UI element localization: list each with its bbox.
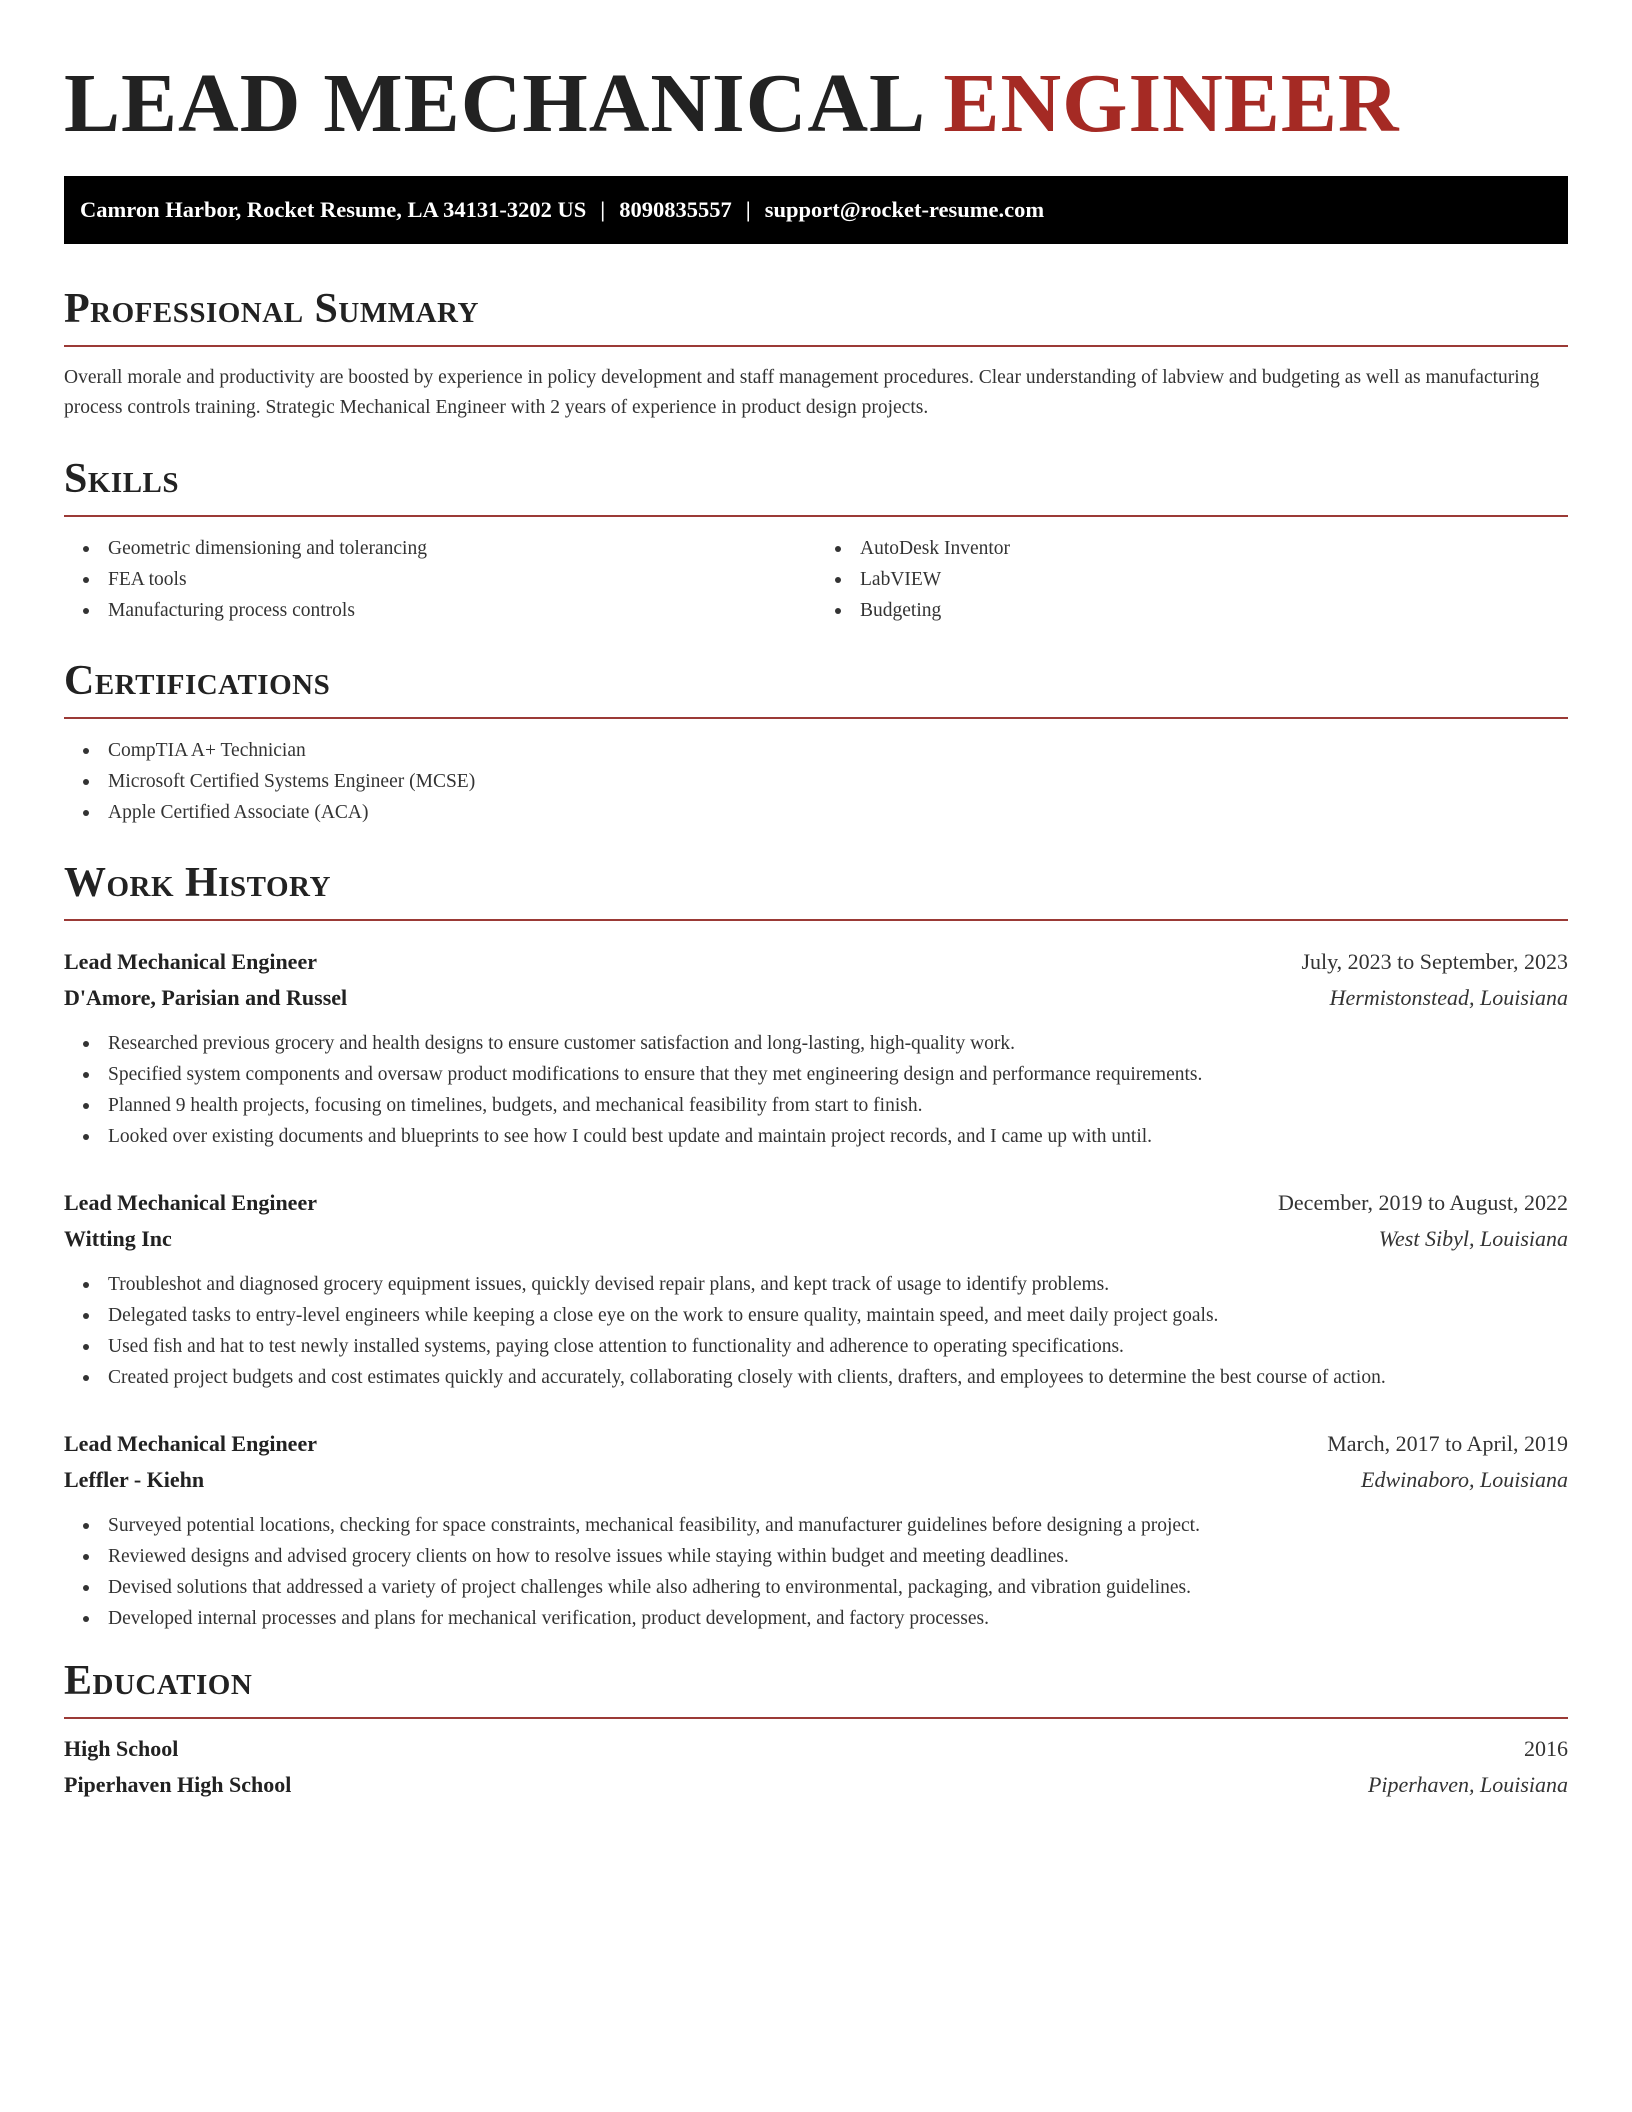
education-school-row <box>64 1767 1568 1803</box>
skill-item: AutoDesk Inventor <box>860 533 1568 564</box>
job-bullet: Used fish and hat to test newly installed systems, paying close attention to functionality and adherence to operating specifications. <box>108 1331 1568 1362</box>
resume-title <box>64 56 1400 152</box>
job-bullet: Developed internal processes and plans for mechanical verification, product development, and factory processes. <box>108 1603 1568 1634</box>
section-divider <box>64 345 1568 347</box>
job-bullets <box>64 1269 1568 1393</box>
title-main: LEAD MECHANICAL <box>64 57 922 150</box>
skill-item: Geometric dimensioning and tolerancing <box>108 533 816 564</box>
summary-text: Overall morale and productivity are boosted by experience in policy development and staff management procedures. Clear understanding of labview and budgeting as well as manufacturing process controls training. Strategic Mechanical Engineer with 2 years of experience in product design projects. <box>64 367 1540 418</box>
job-bullets <box>64 1028 1568 1152</box>
job-company-row <box>64 1221 1568 1257</box>
job-title-row <box>64 1185 1568 1221</box>
job-bullet: Specified system components and oversaw product modifications to ensure that they met engineering design and performance requirements. <box>108 1059 1568 1090</box>
job-company: D'Amore, Parisian and Russel <box>64 985 348 1010</box>
skill-item: Budgeting <box>860 595 1568 626</box>
skill-item: Manufacturing process controls <box>108 595 816 626</box>
education-school: Piperhaven High School <box>64 1772 292 1797</box>
job-bullet: Delegated tasks to entry-level engineers while keeping a close eye on the work to ensure quality, maintain speed, and meet daily project goals. <box>108 1300 1568 1331</box>
job-dates: March, 2017 to April, 2019 <box>1327 1431 1568 1456</box>
education-year: 2016 <box>1524 1736 1568 1761</box>
certifications-list <box>64 735 1568 828</box>
certification-item: CompTIA A+ Technician <box>108 735 1568 766</box>
job-bullet: Reviewed designs and advised grocery clients on how to resolve issues while staying within budget and meeting deadlines. <box>108 1541 1568 1572</box>
education-location: Piperhaven, Louisiana <box>1367 1772 1568 1797</box>
title-accent: ENGINEER <box>943 57 1400 150</box>
certification-item: Apple Certified Associate (ACA) <box>108 797 1568 828</box>
job-company: Leffler - Kiehn <box>64 1467 205 1492</box>
contact-separator: | <box>745 197 751 222</box>
contact-address: Camron Harbor, Rocket Resume, LA 34131-3202 US <box>80 197 587 222</box>
education-heading: Education <box>64 1658 253 1704</box>
job-bullet: Troubleshot and diagnosed grocery equipment issues, quickly devised repair plans, and kept track of usage to identify problems. <box>108 1269 1568 1300</box>
education-degree-row <box>64 1731 1568 1767</box>
job-bullet: Surveyed potential locations, checking for space constraints, mechanical feasibility, and manufacturer guidelines before designing a project. <box>108 1510 1568 1541</box>
work-history-heading: Work History <box>64 860 331 906</box>
section-divider <box>64 1717 1568 1719</box>
job-entry <box>64 1185 1568 1393</box>
job-title-row <box>64 944 1568 980</box>
summary-heading: Professional Summary <box>64 286 479 332</box>
job-bullet: Created project budgets and cost estimates quickly and accurately, collaborating closely with clients, drafters, and employees to determine the best course of action. <box>108 1362 1568 1393</box>
job-location: Hermistonstead, Louisiana <box>1329 985 1568 1010</box>
job-title: Lead Mechanical Engineer <box>64 1431 317 1456</box>
education-section <box>64 1655 1568 1803</box>
job-location: Edwinaboro, Louisiana <box>1361 1467 1568 1492</box>
job-company: Witting Inc <box>64 1226 172 1251</box>
certifications-section <box>64 655 1568 828</box>
section-divider <box>64 919 1568 921</box>
skills-columns <box>64 517 1568 626</box>
job-title: Lead Mechanical Engineer <box>64 1190 317 1215</box>
job-bullet: Looked over existing documents and blueprints to see how I could best update and maintain project records, and I came up with until. <box>108 1121 1568 1152</box>
contact-separator: | <box>600 197 606 222</box>
skills-list-left <box>64 533 816 626</box>
certification-item: Microsoft Certified Systems Engineer (MCSE) <box>108 766 1568 797</box>
job-title: Lead Mechanical Engineer <box>64 949 317 974</box>
job-company-row <box>64 1462 1568 1498</box>
contact-email: support@rocket-resume.com <box>764 197 1045 222</box>
job-title-row <box>64 1426 1568 1462</box>
education-entry <box>64 1731 1568 1803</box>
job-bullet: Devised solutions that addressed a variety of project challenges while also adhering to environmental, packaging, and vibration guidelines. <box>108 1572 1568 1603</box>
education-degree: High School <box>64 1736 179 1761</box>
skill-item: LabVIEW <box>860 564 1568 595</box>
skill-item: FEA tools <box>108 564 816 595</box>
job-dates: December, 2019 to August, 2022 <box>1278 1190 1568 1215</box>
work-history-section <box>64 857 1568 921</box>
section-divider <box>64 717 1568 719</box>
job-dates: July, 2023 to September, 2023 <box>1301 949 1568 974</box>
summary-section <box>64 283 1568 423</box>
job-bullet: Planned 9 health projects, focusing on timelines, budgets, and mechanical feasibility from start to finish. <box>108 1090 1568 1121</box>
certifications-heading: Certifications <box>64 658 331 704</box>
skills-heading: Skills <box>64 456 180 502</box>
job-bullet: Researched previous grocery and health designs to ensure customer satisfaction and long-lasting, high-quality work. <box>108 1028 1568 1059</box>
contact-phone: 8090835557 <box>619 197 732 222</box>
skills-list-right <box>816 533 1568 626</box>
job-entry <box>64 944 1568 1152</box>
skills-section <box>64 453 1568 626</box>
contact-bar <box>64 176 1568 244</box>
job-company-row <box>64 980 1568 1016</box>
job-entry <box>64 1426 1568 1634</box>
job-location: West Sibyl, Louisiana <box>1378 1226 1568 1251</box>
job-bullets <box>64 1510 1568 1634</box>
